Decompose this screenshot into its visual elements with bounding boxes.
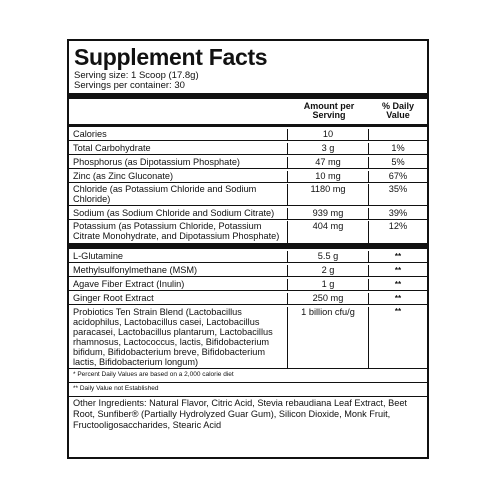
nutrient-amount: 3 g (288, 143, 369, 154)
table-row (69, 206, 427, 220)
ingredient-name: L-Glutamine (69, 251, 288, 262)
nutrient-dv: 5% (391, 157, 405, 167)
nutrient-amount: 404 mg (288, 221, 369, 243)
ingredient-dv: ** (394, 252, 402, 261)
header-daily-value: % Daily Value (381, 101, 414, 120)
panel-title: Supplement Facts (74, 44, 268, 70)
table-row (69, 277, 427, 291)
header-spacer (69, 99, 289, 124)
ingredient-amount: 1 g (288, 279, 369, 290)
ingredient-name: Agave Fiber Extract (Inulin) (69, 279, 288, 290)
nutrient-name: Sodium (as Sodium Chloride and Sodium Citrate) (69, 208, 288, 219)
header-amount: Amount per Serving (303, 101, 355, 120)
nutrient-amount: 1180 mg (288, 184, 369, 205)
ingredient-amount: 250 mg (288, 293, 369, 304)
table-row (69, 183, 427, 206)
ingredient-name: Probiotics Ten Strain Blend (Lactobacillus acidophilus, Lactobacillus casei, Lactobacillus paracasei, Lactobacillus plantarum, Lactobacillus rhamnosus, Lactococcus, lactis, Bifidobacterium bifidum, Bifidobacterium breve, Bifidobacterium lactis, Bifidobacterium longum) (69, 307, 288, 368)
serving-size: Serving size: 1 Scoop (17.8g) (74, 70, 199, 81)
nutrient-name: Chloride (as Potassium Chloride and Sodium Chloride) (69, 184, 288, 205)
nutrient-dv: 12% (388, 221, 408, 231)
column-header (69, 99, 427, 127)
table-row (69, 305, 427, 369)
table-row (69, 220, 427, 243)
servings-per-container: Servings per container: 30 (74, 80, 185, 91)
footnote-daily-values: * Percent Daily Values are based on a 2,000 calorie diet (69, 369, 427, 383)
table-row (69, 291, 427, 305)
nutrient-amount: 10 (288, 129, 369, 140)
nutrient-name: Total Carbohydrate (69, 143, 288, 154)
ingredient-dv: ** (394, 266, 402, 275)
nutrient-name: Zinc (as Zinc Gluconate) (69, 171, 288, 182)
nutrient-amount: 939 mg (288, 208, 369, 219)
other-ingredients: Other Ingredients: Natural Flavor, Citric Acid, Stevia rebaudiana Leaf Extract, Beet Root, Sunfiber® (Partially Hydrolyzed Guar Gum), Silicon Dioxide, Monk Fruit, Fructooligosaccharides, Stearic Acid (73, 398, 407, 430)
footnote-not-established: ** Daily Value not Established (69, 383, 427, 397)
nutrient-amount: 10 mg (288, 171, 369, 182)
nutrient-dv: 1% (391, 143, 405, 153)
nutrient-name: Phosphorus (as Dipotassium Phosphate) (69, 157, 288, 168)
ingredient-name: Methylsulfonylmethane (MSM) (69, 265, 288, 276)
table-row (69, 155, 427, 169)
table-row (69, 249, 427, 263)
table-row (69, 127, 427, 141)
nutrient-name: Calories (69, 129, 288, 140)
nutrient-dv (369, 129, 427, 140)
ingredient-amount: 5.5 g (288, 251, 369, 262)
ingredient-amount: 2 g (288, 265, 369, 276)
ingredient-dv: ** (394, 280, 402, 289)
table-row (69, 169, 427, 183)
nutrient-dv: 67% (388, 171, 408, 181)
table-row (69, 263, 427, 277)
table-row (69, 141, 427, 155)
supplement-facts-panel (67, 39, 429, 459)
nutrient-dv: 39% (388, 208, 408, 218)
nutrient-amount: 47 mg (288, 157, 369, 168)
ingredient-amount: 1 billion cfu/g (288, 307, 369, 368)
ingredient-name: Ginger Root Extract (69, 293, 288, 304)
ingredient-dv: ** (394, 294, 402, 303)
ingredient-dv: ** (394, 307, 402, 316)
nutrient-name: Potassium (as Potassium Chloride, Potassium Citrate Monohydrate, and Dipotassium Phosphate) (69, 221, 288, 243)
nutrient-dv: 35% (388, 184, 408, 194)
